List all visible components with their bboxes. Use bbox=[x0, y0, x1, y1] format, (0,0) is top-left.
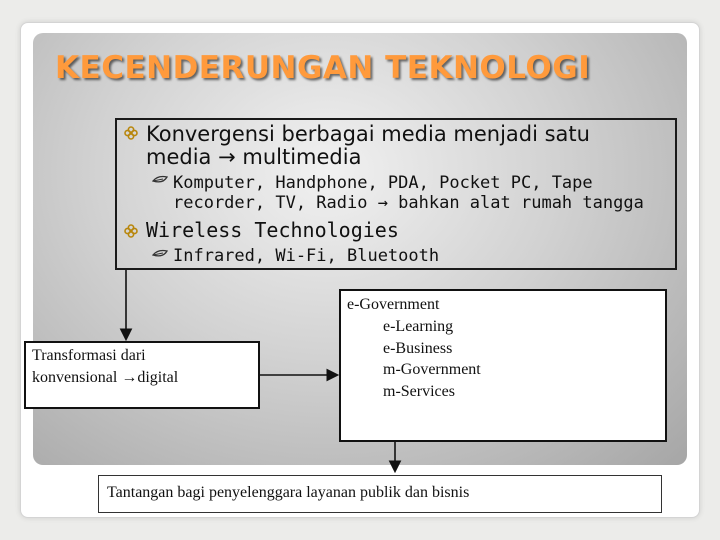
slide-title: KECENDERUNGAN TEKNOLOGI bbox=[55, 50, 591, 86]
bullet-1-line-1: Konvergensi berbagai media menjadi satu bbox=[146, 122, 590, 146]
service-item: e-Business bbox=[383, 340, 453, 357]
service-item: m-Services bbox=[383, 383, 455, 400]
sub-bullet-1-line-1: Komputer, Handphone, PDA, Pocket PC, Tape bbox=[173, 173, 593, 193]
transformation-line-1: Transformasi dari bbox=[32, 347, 146, 364]
service-item: e-Government bbox=[347, 296, 440, 313]
e-services-box bbox=[339, 289, 667, 442]
transformation-box bbox=[24, 341, 260, 409]
challenge-box bbox=[98, 475, 662, 513]
challenge-text: Tantangan bagi penyelenggara layanan publik dan bisnis bbox=[107, 484, 470, 501]
sub-bullet-1-line-2: recorder, TV, Radio → bahkan alat rumah tangga bbox=[173, 193, 644, 213]
service-item: e-Learning bbox=[383, 318, 454, 335]
bullet-1-line-2: media → multimedia bbox=[146, 145, 362, 169]
transformation-line-2: konvensional →digital bbox=[32, 369, 179, 386]
service-item: m-Government bbox=[383, 361, 481, 378]
bullet-2-line-1: Wireless Technologies bbox=[146, 218, 399, 242]
sub-bullet-2-line-1: Infrared, Wi-Fi, Bluetooth bbox=[173, 246, 440, 266]
